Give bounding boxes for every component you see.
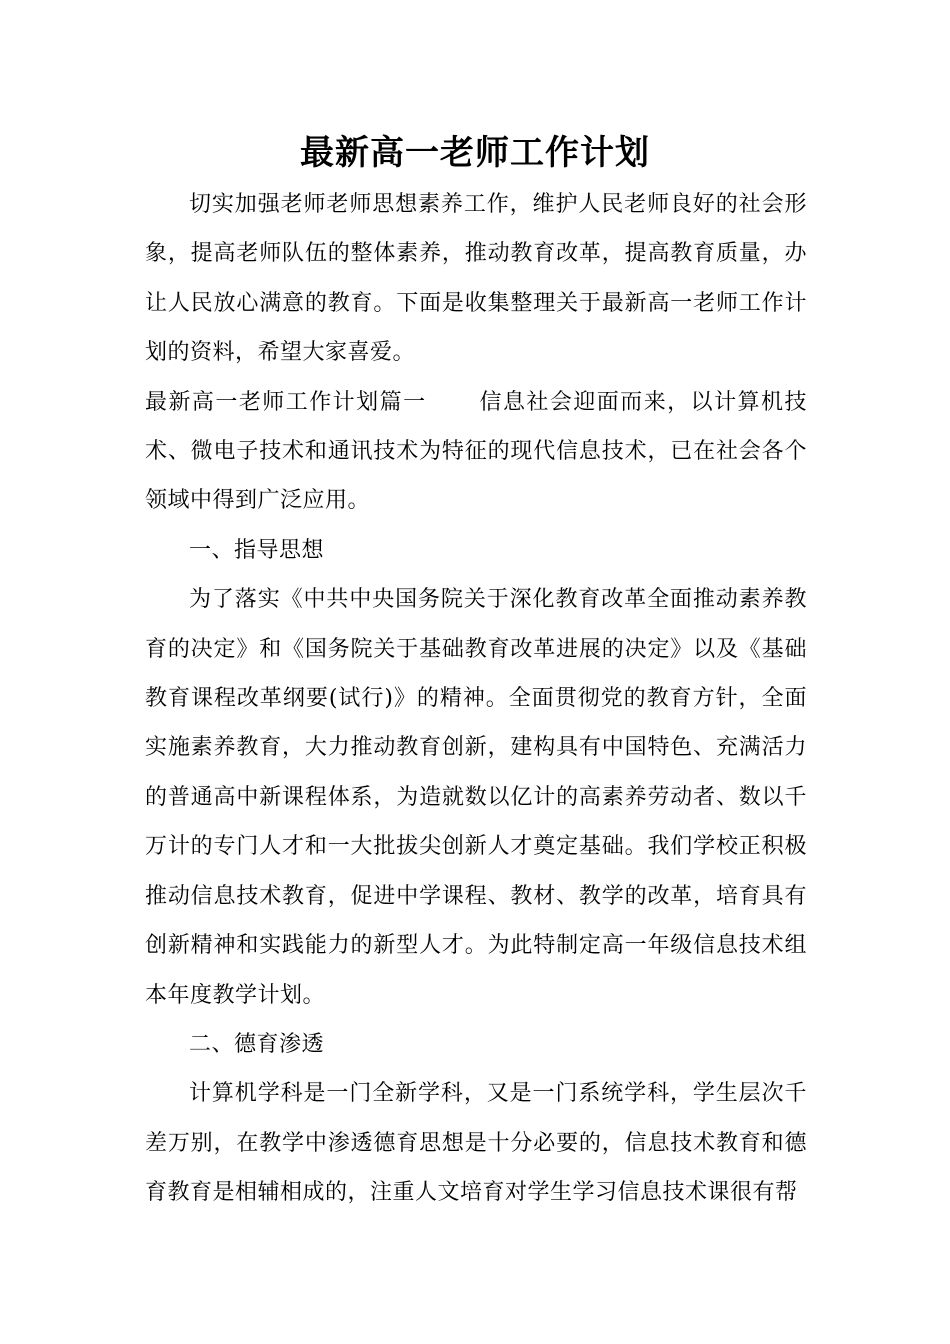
intro-paragraph: 切实加强老师老师思想素养工作，维护人民老师良好的社会形象，提高老师队伍的整体素养，推动教育改革，提高教育质量，办让人民放心满意的教育。下面是收集整理关于最新高一老师工作计划的资料，希望大家喜爱。	[145, 192, 807, 366]
article-lead-paragraph	[145, 378, 807, 526]
article-heading: 最新高一老师工作计划篇一	[145, 389, 427, 415]
section2-heading: 二、德育渗透	[189, 1031, 325, 1057]
document-body	[145, 180, 807, 1218]
article-lead-text: 信息社会迎面而来，以计算机技术、微电子技术和通讯技术为特征的现代信息技术，已在社会各个领域中得到广泛应用。	[145, 389, 807, 514]
section1-paragraph: 为了落实《中共中央国务院关于深化教育改革全面推动素养教育的决定》和《国务院关于基础教育改革进展的决定》以及《基础教育课程改革纲要(试行)》的精神。全面贯彻党的教育方针，全面实施素养教育，大力推动教育创新，建构具有中国特色、充满活力的普通高中新课程体系，为造就数以亿计的高素养劳动者、数以千万计的专门人才和一大批拔尖创新人才奠定基础。我们学校正积极推动信息技术教育，促进中学课程、教材、教学的改革，培育具有创新精神和实践能力的新型人才。为此特制定高一年级信息技术组本年度教学计划。	[145, 587, 807, 1008]
section1-heading: 一、指导思想	[189, 537, 325, 563]
section2-paragraph: 计算机学科是一门全新学科，又是一门系统学科，学生层次千差万别，在教学中渗透德育思想是十分必要的，信息技术教育和德育教育是相辅相成的，注重人文培育对学生学习信息技术课很有帮	[145, 1081, 807, 1206]
document-title: 最新高一老师工作计划	[300, 133, 650, 173]
